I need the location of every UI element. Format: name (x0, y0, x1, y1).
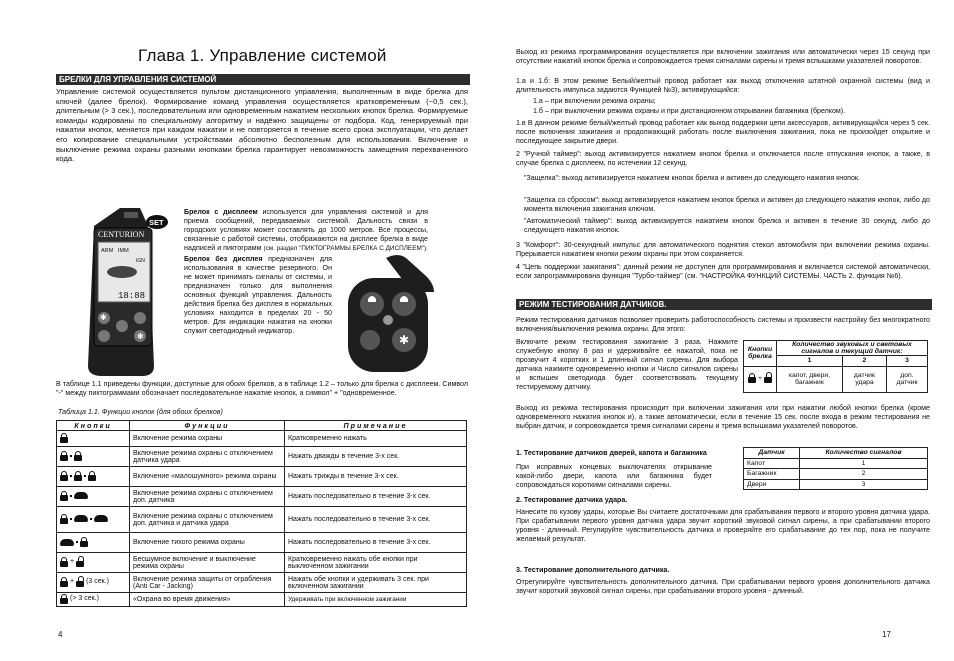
car-lock-icon (60, 537, 88, 547)
table-row: Включение режима охраны с отключением доп. датчика и датчика удара Нажать последовательно в течение 3-х сек. (57, 507, 467, 533)
simple-remote-description: Брелок без дисплея предназначен для использования в качестве резервного. Он не может принимать сигналы от системы, и предназначен только для выполнения основных функций управления. Дальность действия брелка без дисплея в нормальных условиях находится в пределах 20 - 50 метров. Для индикации нажатия на кнопки служит светодиодный индикатор. (184, 255, 333, 335)
note-3: 3 "Комфорт": 30-секундный импульс для автоматического поднятия стекол автомобиля при включении режима охраны. Прерывается нажатием кнопки режим охраны при этом сохраняется. (516, 241, 930, 258)
svg-text:IMM: IMM (118, 248, 129, 254)
section-title-right: РЕЖИМ ТЕСТИРОВАНИЯ ДАТЧИКОВ. (516, 299, 932, 310)
door-signals-table: Датчик Количество сигналов Капот 1 Багажник 2 Двери 3 (743, 447, 928, 490)
functions-table (56, 420, 467, 607)
note-latch: "Защелка": выход активизируется нажатием кнопок брелка и активен до следующего нажатия кнопок. (524, 174, 860, 182)
section-title: БРЕЛКИ ДЛЯ УПРАВЛЕНИЯ СИСТЕМОЙ (56, 74, 470, 85)
note-2: 2 "Ручной таймер": выход активизируется нажатием кнопок брелка и отключается после отпускания кнопок, а также, в случае брелка с дисплеем, по истечении 12 секунд. (516, 150, 930, 167)
table-row: Двери 3 (744, 479, 928, 490)
table-row: Багажник 2 (744, 469, 928, 480)
display-remote-description: Брелок с дисплеем используется для управления системой и для приема сообщений, передаваемых системой. Дальность связи в городских условиях может составлять до 1000 метров. Все процессы, связанные с работой системы, отображаются на дисплее брелка в виде надписей и пиктограмм (см. раздел "ПИКТОГРАММЫ БРЕЛКА С ДИСПЛЕЕМ"). (184, 208, 428, 252)
lock-hold-icon: (> 3 сек.) (60, 594, 99, 604)
lock-lock-lock-icon (60, 471, 96, 481)
svg-text:✱: ✱ (100, 313, 107, 322)
lock-plus-unlock-icon: + (60, 557, 84, 567)
table-row: Включение «малошумного» режима охраны Нажать трижды в течение 3-х сек. (57, 467, 467, 487)
svg-text:✱: ✱ (137, 332, 144, 341)
svg-text:ARM: ARM (101, 248, 114, 254)
lock-lock-icon (60, 451, 82, 461)
table-row: + Бесшумное включение и выключение режима охраны Кратковременно нажать обе кнопки при выключенном зажигании (57, 553, 467, 573)
signals-table: Кнопки брелка Количество звуковых и световых сигналов и текущий датчик: 1 2 3 + капот, двери, багажник датчик удара доп. датчик (743, 340, 928, 393)
programming-exit-paragraph: Выход из режима программирования осуществляется при включении зажигания или автоматически через 15 секунд при отсутствии нажатий кнопок брелка и сопровождается тремя сигналами сирены и тремя вспышками указателей поворотов. (516, 48, 930, 65)
table-row: Капот 1 (744, 458, 928, 469)
page-number-left: 4 (58, 630, 63, 639)
lock-car-icon (60, 491, 88, 501)
table-caption: Таблица 1.1. Функции кнопок (для обоих брелков) (58, 408, 223, 416)
table-row: Включение режима охраны с отключением доп. датчика Нажать последовательно в течение 3-х сек. (57, 487, 467, 507)
table-row: Включение тихого режима охраны Нажать последовательно в течение 3-х сек. (57, 533, 467, 553)
table-intro: В таблице 1.1 приведены функции, доступные для обоих брелков, а в таблице 1.2 – только для брелка с дисплеем. Символ "-" между пиктограммами обозначает последовательное нажатие кнопок, а символ" + "одновременное. (56, 380, 468, 397)
test-intro: Режим тестирования датчиков позволяет проверить работоспособность системы и произвести настройку без многократного включения/выключения режима охраны. Для этого: (516, 316, 930, 333)
lock-plus-unlock-hold-icon: + (3 сек.) (60, 577, 109, 587)
test-exit: Выход из режима тестирования происходит при включении зажигания или при нажатии любой кнопки брелка (кроме одновременного нажатия кнопок и), а также автоматически, если в течение 15 сек. после входа в режим тестирования не выбран датчик, и сопровождается тремя сигналами сирены и тремя вспышками указателей поворотов. (516, 404, 930, 430)
right-page (477, 0, 954, 661)
note-1a: 1.а – при включении режима охраны; (533, 97, 656, 105)
set-badge (145, 214, 173, 230)
lock-icon (60, 433, 68, 443)
note-latch-reset: "Защелка со сбросом": выход активизируется нажатием кнопок брелка и активен до следующего нажатия кнопок, либо до момента включения зажигания ключом. (524, 196, 930, 213)
lock-car-car-icon (60, 514, 108, 524)
heading-shock: 2. Тестирование датчика удара. (516, 496, 628, 504)
note-4: 4 "Цепь поддержки зажигания": данный режим не доступен для программирования и включается системой автоматически, если запрограммирована функция "Турбо-таймер" (см. "НАСТРОЙКА ФУНКЦИЙ СИСТЕМЫ. ЧАСТЬ 2. функция №6). (516, 263, 930, 280)
table-row: + (3 сек.) Включение режима защиты от ограбления (Anti Car - Jacking) Нажать обе кнопки и удерживать 3 сек. при включенном зажигании (57, 573, 467, 593)
heading-extra: 3. Тестирование дополнительного датчика. (516, 566, 670, 574)
note-1v: 1.в В данном режиме белый/желтый провод работает как выход поддержки цепи аксессуаров, активирующийся через 5 сек. после включения зажигания и продолжающий работать после выключения зажигания, пока не произойдет открытие и последующее закрытие двери. (516, 119, 930, 145)
brand-label: CENTURION (98, 230, 145, 239)
svg-text:✱: ✱ (399, 333, 410, 347)
lock-plus-unlock-icon: + (748, 373, 772, 383)
chapter-title: Глава 1. Управление системой (138, 46, 387, 65)
test-enter: Включите режим тестирования зажигание 3 раза. Нажмите служебную кнопку 8 раз и удерживайте её нажатой, пока не прозвучит 4 коротких и 1 длинный сигнал сирены. Для выбора датчика нажмите одновременно кнопки и Число сигналов сирены и вспышек светодиода будет соответствовать текущему тестируемому датчику. (516, 338, 738, 391)
shock-paragraph: Нанесите по кузову удары, которые Вы считаете достаточными для срабатывания первого и второго уровня датчика удара. При срабатывании первого уровня датчика удара звучит короткий звуковой сигнал сирены, а при срабатывании второго уровня - длинный. Регулируйте чувствительность датчика и проверяйте его срабатывание до тех пор, пока не получите желаемый результат. (516, 508, 930, 543)
doors-paragraph: При исправных концевых выключателях открывание какой-либо двери, капота или багажника будет сопровождаться короткими сигналами сирены. (516, 463, 712, 489)
table-row: Включение режима охраны Кратковременно нажать (57, 431, 467, 447)
table-header-row: Кнопки Функции Примечание (57, 421, 467, 431)
no-display-remote-illustration (340, 252, 440, 374)
intro-paragraph: Управление системой осуществляется пультом дистанционного управления, выполненным в виде брелка для ключей (далее брелок). Формирование команд управления осуществляется кратковременным (~0,5 сек.), длительным (> 3 сек.), последовательным или одновременным нажатием нескольких кнопок брелка. Формируемые команды кодированы по специальному алгоритму и надёжно защищены от подбора. Код, генерируемый при нажатии кнопок, меняется при каждом нажатии и не повторяется в течение всего срока эксплуатации, что делает его копирование специальными устройствами абсолютно бесполезным для использования. Включение и выключение режима охраны разными кнопками брелка гарантирует невозможность замещения перехваченного кода. (56, 87, 468, 164)
note-auto-timer: "Автоматический таймер": выход активизируется нажатием кнопок брелка и активен в течение 30 секунд, либо до следующего нажатия кнопок. (524, 217, 930, 234)
page-number-right: 17 (882, 630, 891, 639)
display-remote-illustration (58, 206, 178, 378)
svg-text:SET: SET (149, 218, 164, 227)
table-row: (> 3 сек.) «Охрана во время движения» Удерживать при включенном зажигании (57, 593, 467, 607)
note-1ab: 1.а и 1.б: В этом режиме Белый/желтый провод работает как выход отключения штатной охранной системы (вид и длительность импульса задаются Функцией №3), активирующийся: (516, 77, 930, 94)
display-digits: 18:88 (118, 291, 146, 301)
note-1b: 1.б – при выключении режима охраны и при дистанционном открывании багажника (брелком). (533, 107, 846, 115)
extra-paragraph: Отрегулируйте чувствительность дополнительного датчика. При срабатывании первого уровня дополнительного датчика звучит короткий звуковой сигнал сирены, при срабатывании второго уровня - длинный. (516, 578, 930, 595)
table-row: Включение режима охраны с отключением датчика удара Нажать дважды в течение 3-х сек. (57, 447, 467, 467)
heading-doors: 1. Тестирование датчиков дверей, капота и багажника (516, 449, 707, 457)
svg-text:IGN: IGN (136, 258, 145, 264)
